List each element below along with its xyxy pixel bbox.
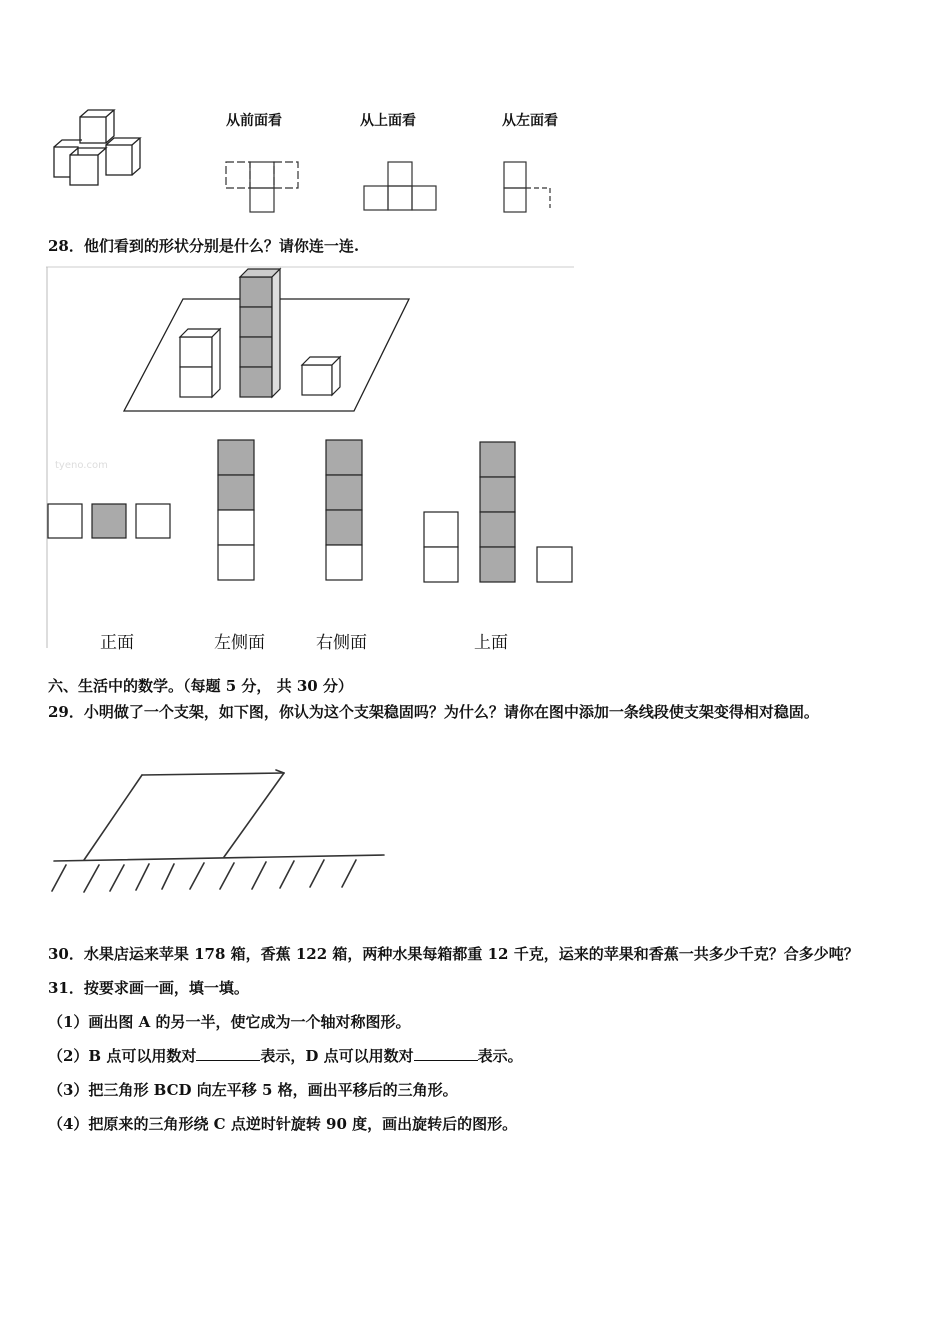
- question-31-part-1: （1）画出图 A 的另一半，使它成为一个轴对称图形。: [48, 1013, 411, 1031]
- q28-3d-scene: [46, 266, 576, 426]
- question-31-part-2: [48, 1046, 523, 1066]
- part-2-text-c: 表示。: [477, 1047, 523, 1065]
- q28-front-option: [46, 500, 176, 544]
- answer-blank-d[interactable]: [414, 1046, 478, 1061]
- q28-right-option: [324, 438, 366, 583]
- q28-top-option: [420, 440, 580, 585]
- part-2-text-b: 表示，D 点可以用数对: [260, 1047, 414, 1065]
- question-29: 29．小明做了一个支架，如下图，你认为这个支架稳固吗？为什么？请你在图中添加一条线段使支架变得相对稳固。: [48, 703, 819, 721]
- q28-left-option: [216, 438, 258, 583]
- front-view-label: 从前面看: [226, 113, 282, 129]
- section-6-heading: 六、生活中的数学。（每题 5 分， 共 30 分）: [48, 677, 353, 695]
- caption-front: 正面: [100, 633, 134, 653]
- answer-blank-b[interactable]: [196, 1046, 260, 1061]
- cube-stack-figure: [48, 105, 158, 190]
- left-view-figure: [502, 160, 558, 216]
- question-28: 28．他们看到的形状分别是什么？请你连一连.: [48, 237, 360, 255]
- watermark: tyeno.com: [55, 460, 108, 471]
- front-view-figure: [224, 160, 304, 216]
- question-30: 30．水果店运来苹果 178 箱，香蕉 122 箱，两种水果每箱都重 12 千克，运来的苹果和香蕉一共多少千克？合多少吨？: [48, 945, 859, 963]
- question-31-intro: 31．按要求画一画，填一填。: [48, 979, 249, 997]
- top-view-label: 从上面看: [360, 113, 416, 129]
- caption-top: 上面: [474, 633, 508, 653]
- part-2-text-a: （2）B 点可以用数对: [48, 1047, 197, 1065]
- top-view-figure: [362, 160, 442, 216]
- caption-right-side: 右侧面: [316, 633, 367, 653]
- caption-left-side: 左侧面: [214, 633, 265, 653]
- left-view-label: 从左面看: [502, 113, 558, 129]
- question-31-part-3: （3）把三角形 BCD 向左平移 5 格，画出平移后的三角形。: [48, 1081, 458, 1099]
- question-31-part-4: （4）把原来的三角形绕 C 点逆时针旋转 90 度，画出旋转后的图形。: [48, 1115, 518, 1133]
- bracket-figure: [44, 765, 394, 900]
